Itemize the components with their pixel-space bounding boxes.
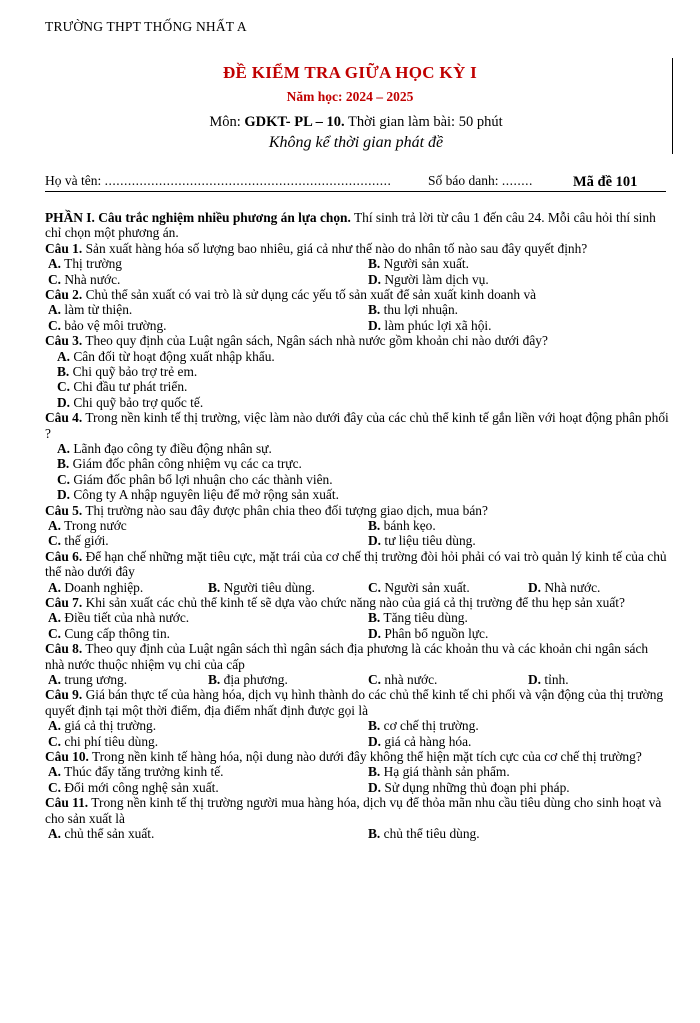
answer-option	[48, 533, 109, 548]
option-text: cơ chế thị trường.	[380, 718, 479, 734]
option-letter: B.	[368, 610, 381, 626]
option-text: chủ thể tiêu dùng.	[380, 825, 480, 841]
question	[45, 595, 670, 641]
option-letter: B.	[368, 718, 381, 734]
student-info	[45, 173, 665, 189]
option-text: Thúc đẩy tăng trưởng kinh tế.	[61, 764, 224, 780]
answer-option	[48, 780, 219, 795]
option-text: thu lợi nhuận.	[380, 302, 459, 318]
answer-option	[48, 826, 154, 841]
option-letter: C.	[368, 671, 382, 687]
answer-option	[368, 718, 479, 733]
question-text: Thị trường nào sau đây được phân chia theo đối tượng giao dịch, mua bán?	[82, 502, 488, 518]
option-text: chi phí tiêu dùng.	[61, 733, 159, 749]
question-stem	[45, 595, 670, 610]
answer-option	[57, 456, 302, 471]
question-stem	[45, 641, 670, 672]
option-letter: C.	[48, 271, 62, 287]
option-text: Lãnh đạo công ty điều động nhân sự.	[70, 440, 272, 456]
option-letter: D.	[368, 533, 382, 549]
option-letter: A.	[48, 256, 62, 272]
subject-name: GDKT- PL – 10.	[244, 114, 345, 130]
answer-option	[48, 734, 158, 749]
option-row	[45, 533, 670, 548]
question-number: Câu 1.	[45, 240, 83, 256]
answer-option	[368, 580, 470, 595]
answer-option	[48, 764, 224, 779]
option-letter: A.	[48, 671, 62, 687]
question-stem	[45, 687, 670, 718]
option-letter: A.	[48, 718, 62, 734]
question-number: Câu 2.	[45, 287, 83, 302]
school-name: TRƯỜNG THPT THỐNG NHẤT A	[45, 19, 247, 34]
question-stem	[45, 749, 670, 764]
option-letter: D.	[368, 271, 382, 287]
option-letter: C.	[48, 779, 62, 795]
option-text: Cân đối từ hoạt động xuất nhập khẩu.	[70, 348, 275, 364]
answer-option	[368, 672, 437, 687]
answer-option	[368, 318, 492, 333]
part-heading	[45, 210, 670, 241]
answer-option	[48, 272, 120, 287]
option-text: làm từ thiện.	[61, 302, 133, 318]
answer-option	[368, 826, 480, 841]
option-row	[45, 672, 670, 687]
option-row	[45, 379, 670, 394]
name-field: ..........................................................................	[104, 173, 392, 188]
option-letter: A.	[48, 302, 62, 318]
option-text: Nhà nước.	[61, 271, 121, 287]
subject-line	[0, 114, 700, 131]
option-letter: D.	[368, 625, 382, 641]
question-stem	[45, 549, 670, 580]
option-text: trung ương.	[61, 671, 128, 687]
option-letter: C.	[48, 533, 62, 549]
option-letter: D.	[528, 671, 542, 687]
question-text: Chủ thể sản xuất có vai trò là sử dụng các yếu tố sản xuất để sản xuất kinh doanh và	[82, 287, 537, 302]
subject-time: Thời gian làm bài: 50 phút	[344, 114, 503, 130]
option-row	[45, 364, 670, 379]
exam-title: ĐỀ KIỂM TRA GIỮA HỌC KỲ I	[222, 63, 478, 82]
answer-option	[57, 379, 187, 394]
answer-option	[57, 364, 197, 379]
part-instruction: Thí sinh trả lời từ câu 1 đến câu 24. Mỗi câu hỏi thí sinh chỉ chọn một phương án.	[45, 210, 656, 241]
answer-option	[368, 610, 468, 625]
option-letter: C.	[57, 471, 71, 487]
question-text: Trong nền kinh tế thị trường người mua hàng hóa, dịch vụ để thỏa mãn nhu cầu tiêu dùng cho sinh hoạt và cho sản xuất là	[45, 795, 662, 826]
option-text: Chi quỹ bảo trợ trẻ em.	[69, 363, 198, 379]
question-stem	[45, 410, 670, 441]
option-letter: A.	[48, 764, 62, 780]
option-row	[45, 302, 670, 317]
option-letter: C.	[48, 317, 62, 333]
option-letter: A.	[48, 610, 62, 626]
option-text: Chi đầu tư phát triển.	[70, 379, 188, 395]
option-row	[45, 487, 670, 502]
candidate-number	[428, 173, 533, 189]
header-divider	[45, 191, 666, 192]
question-number: Câu 7.	[45, 594, 83, 610]
option-letter: B.	[57, 456, 70, 472]
option-letter: D.	[528, 579, 542, 595]
question-number: Câu 8.	[45, 641, 83, 657]
answer-option	[57, 395, 203, 410]
option-letter: C.	[48, 625, 62, 641]
answer-option	[57, 487, 339, 502]
answer-option	[368, 734, 471, 749]
question	[45, 410, 670, 502]
name-label: Họ và tên:	[45, 173, 102, 188]
answer-option	[528, 580, 600, 595]
option-text: Giám đốc phân bổ lợi nhuận cho các thành viên.	[70, 471, 333, 487]
option-letter: D.	[57, 487, 71, 503]
question-stem	[45, 333, 670, 348]
option-text: Người sản xuất.	[380, 256, 470, 272]
option-row	[45, 718, 670, 733]
answer-option	[48, 256, 122, 271]
answer-option	[57, 472, 333, 487]
option-row	[45, 272, 670, 287]
option-row	[45, 626, 670, 641]
option-text: tỉnh.	[541, 671, 569, 687]
option-text: Nhà nước.	[541, 579, 601, 595]
question-text: Khi sản xuất các chủ thể kinh tế sẽ dựa vào chức năng nào của giá cả thị trường để thu hẹp sản xuất?	[82, 594, 625, 610]
question-stem	[45, 241, 670, 256]
option-letter: B.	[57, 363, 70, 379]
option-row	[45, 780, 670, 795]
answer-option	[208, 672, 288, 687]
option-text: tư liệu tiêu dùng.	[381, 533, 476, 549]
option-letter: D.	[368, 317, 382, 333]
sbd-label: Số báo danh:	[428, 173, 499, 188]
question	[45, 641, 670, 687]
option-text: giá cả hàng hóa.	[381, 733, 472, 749]
option-row	[45, 456, 670, 471]
answer-option	[48, 580, 143, 595]
answer-option	[368, 780, 570, 795]
option-row	[45, 472, 670, 487]
question-text: Trong nền kinh tế thị trường, việc làm nào dưới đây của các chủ thể kinh tế gắn liền với hoạt động phân phối ?	[45, 410, 669, 441]
question-stem	[45, 503, 670, 518]
option-text: bảo vệ môi trường.	[61, 317, 167, 333]
option-letter: D.	[57, 394, 71, 410]
option-text: Doanh nghiệp.	[61, 579, 144, 595]
option-letter: B.	[368, 764, 381, 780]
answer-option	[368, 256, 469, 271]
option-text: bánh kẹo.	[380, 517, 436, 533]
option-row	[45, 734, 670, 749]
option-text: Hạ giá thành sản phẩm.	[380, 764, 510, 780]
answer-option	[48, 318, 166, 333]
option-text: Cung cấp thông tin.	[61, 625, 171, 641]
answer-option	[48, 610, 189, 625]
subject-prefix: Môn:	[209, 114, 245, 130]
answer-option	[48, 518, 127, 533]
question-list	[45, 241, 670, 841]
option-letter: B.	[368, 517, 381, 533]
answer-option	[57, 349, 275, 364]
option-letter: A.	[48, 825, 62, 841]
option-text: Điều tiết của nhà nước.	[61, 610, 190, 626]
question-text: Theo quy định của Luật ngân sách, Ngân sách nhà nước gồm khoản chi nào dưới đây?	[82, 333, 548, 349]
option-letter: D.	[368, 733, 382, 749]
question-number: Câu 4.	[45, 410, 83, 426]
option-row	[45, 318, 670, 333]
question	[45, 749, 670, 795]
sbd-field: ........	[501, 173, 533, 188]
exam-content	[45, 210, 670, 841]
option-row	[45, 395, 670, 410]
answer-option	[48, 626, 170, 641]
answer-option	[48, 302, 132, 317]
option-row	[45, 580, 670, 595]
option-letter: D.	[368, 779, 382, 795]
question-number: Câu 11.	[45, 795, 89, 811]
option-text: Công ty A nhập nguyên liệu để mở rộng sản xuất.	[70, 487, 339, 503]
option-text: Người sản xuất.	[381, 579, 470, 595]
option-letter: C.	[368, 579, 382, 595]
question-stem	[45, 795, 670, 826]
answer-option	[368, 764, 510, 779]
option-letter: B.	[368, 256, 381, 272]
answer-option	[48, 672, 127, 687]
option-text: làm phúc lợi xã hội.	[381, 317, 492, 333]
answer-option	[48, 718, 156, 733]
option-letter: B.	[368, 825, 381, 841]
option-row	[45, 349, 670, 364]
school-year: Năm học: 2024 – 2025	[286, 89, 414, 104]
option-letter: A.	[57, 348, 71, 364]
question	[45, 241, 670, 287]
answer-option	[57, 441, 272, 456]
option-text: nhà nước.	[381, 671, 438, 687]
answer-option	[368, 302, 458, 317]
time-note: Không kể thời gian phát đề	[268, 134, 444, 151]
option-text: Sử dụng những thủ đoạn phi pháp.	[381, 779, 570, 795]
question	[45, 687, 670, 749]
option-text: Trong nước	[61, 517, 127, 533]
option-letter: A.	[48, 579, 62, 595]
option-row	[45, 610, 670, 625]
answer-option	[208, 580, 315, 595]
question-stem	[45, 287, 670, 302]
option-text: giá cả thị trường.	[61, 718, 157, 734]
option-letter: A.	[57, 440, 71, 456]
option-letter: A.	[48, 517, 62, 533]
question	[45, 795, 670, 841]
option-text: Người làm dịch vụ.	[381, 271, 489, 287]
option-letter: C.	[48, 733, 62, 749]
question	[45, 503, 670, 549]
option-text: Chi quỹ bảo trợ quốc tế.	[70, 394, 204, 410]
option-text: Đổi mới công nghệ sản xuất.	[61, 779, 219, 795]
question-number: Câu 6.	[45, 548, 83, 564]
option-letter: B.	[368, 302, 381, 318]
question	[45, 333, 670, 410]
option-text: Người tiêu dùng.	[220, 579, 315, 595]
answer-option	[368, 518, 436, 533]
option-letter: C.	[57, 379, 71, 395]
question-text: Giá bán thực tế của hàng hóa, dịch vụ hình thành do các chủ thể kinh tế chi phối và vận động của thị trường quyết định tại một thời điểm, địa điểm nhất định được gọi là	[45, 687, 664, 718]
option-text: địa phương.	[220, 671, 288, 687]
question-text: Theo quy định của Luật ngân sách thì ngân sách địa phương là các khoản thu và các khoản chi ngân sách nhà nước thuộc nhiệm vụ chi của cấp	[45, 641, 649, 672]
option-letter: B.	[208, 579, 221, 595]
option-row	[45, 518, 670, 533]
question-number: Câu 10.	[45, 748, 89, 764]
option-text: Phân bổ nguồn lực.	[381, 625, 489, 641]
answer-option	[368, 272, 489, 287]
question-text: Sản xuất hàng hóa số lượng bao nhiêu, giá cả như thế nào do nhân tố nào sau đây quyết định?	[82, 240, 588, 256]
question	[45, 549, 670, 595]
option-text: thế giới.	[61, 533, 109, 549]
option-row	[45, 441, 670, 456]
option-row	[45, 764, 670, 779]
option-letter: B.	[208, 671, 221, 687]
question-number: Câu 3.	[45, 333, 83, 349]
option-text: Giám đốc phân công nhiệm vụ các ca trực.	[69, 456, 302, 472]
option-row	[45, 256, 670, 271]
question-text: Để hạn chế những mặt tiêu cực, mặt trái của cơ chế thị trường đòi hỏi phải có vai trò quản lý kinh tế của chủ thể nào dưới đây	[45, 548, 667, 580]
option-row	[45, 826, 670, 841]
question-number: Câu 9.	[45, 687, 83, 703]
answer-option	[528, 672, 569, 687]
question-number: Câu 5.	[45, 502, 83, 518]
answer-option	[368, 533, 476, 548]
part-title: PHẦN I. Câu trắc nghiệm nhiều phương án lựa chọn.	[45, 210, 351, 225]
question-text: Trong nền kinh tế hàng hóa, nội dung nào dưới đây không thể hiện mặt tích cực của cơ chế thị trường?	[88, 748, 642, 764]
answer-option	[368, 626, 488, 641]
option-text: Tăng tiêu dùng.	[380, 610, 468, 626]
question	[45, 287, 670, 333]
option-text: Thị trường	[61, 256, 122, 272]
exam-code: Mã đề 101	[573, 174, 638, 190]
option-text: chủ thể sản xuất.	[61, 825, 155, 841]
